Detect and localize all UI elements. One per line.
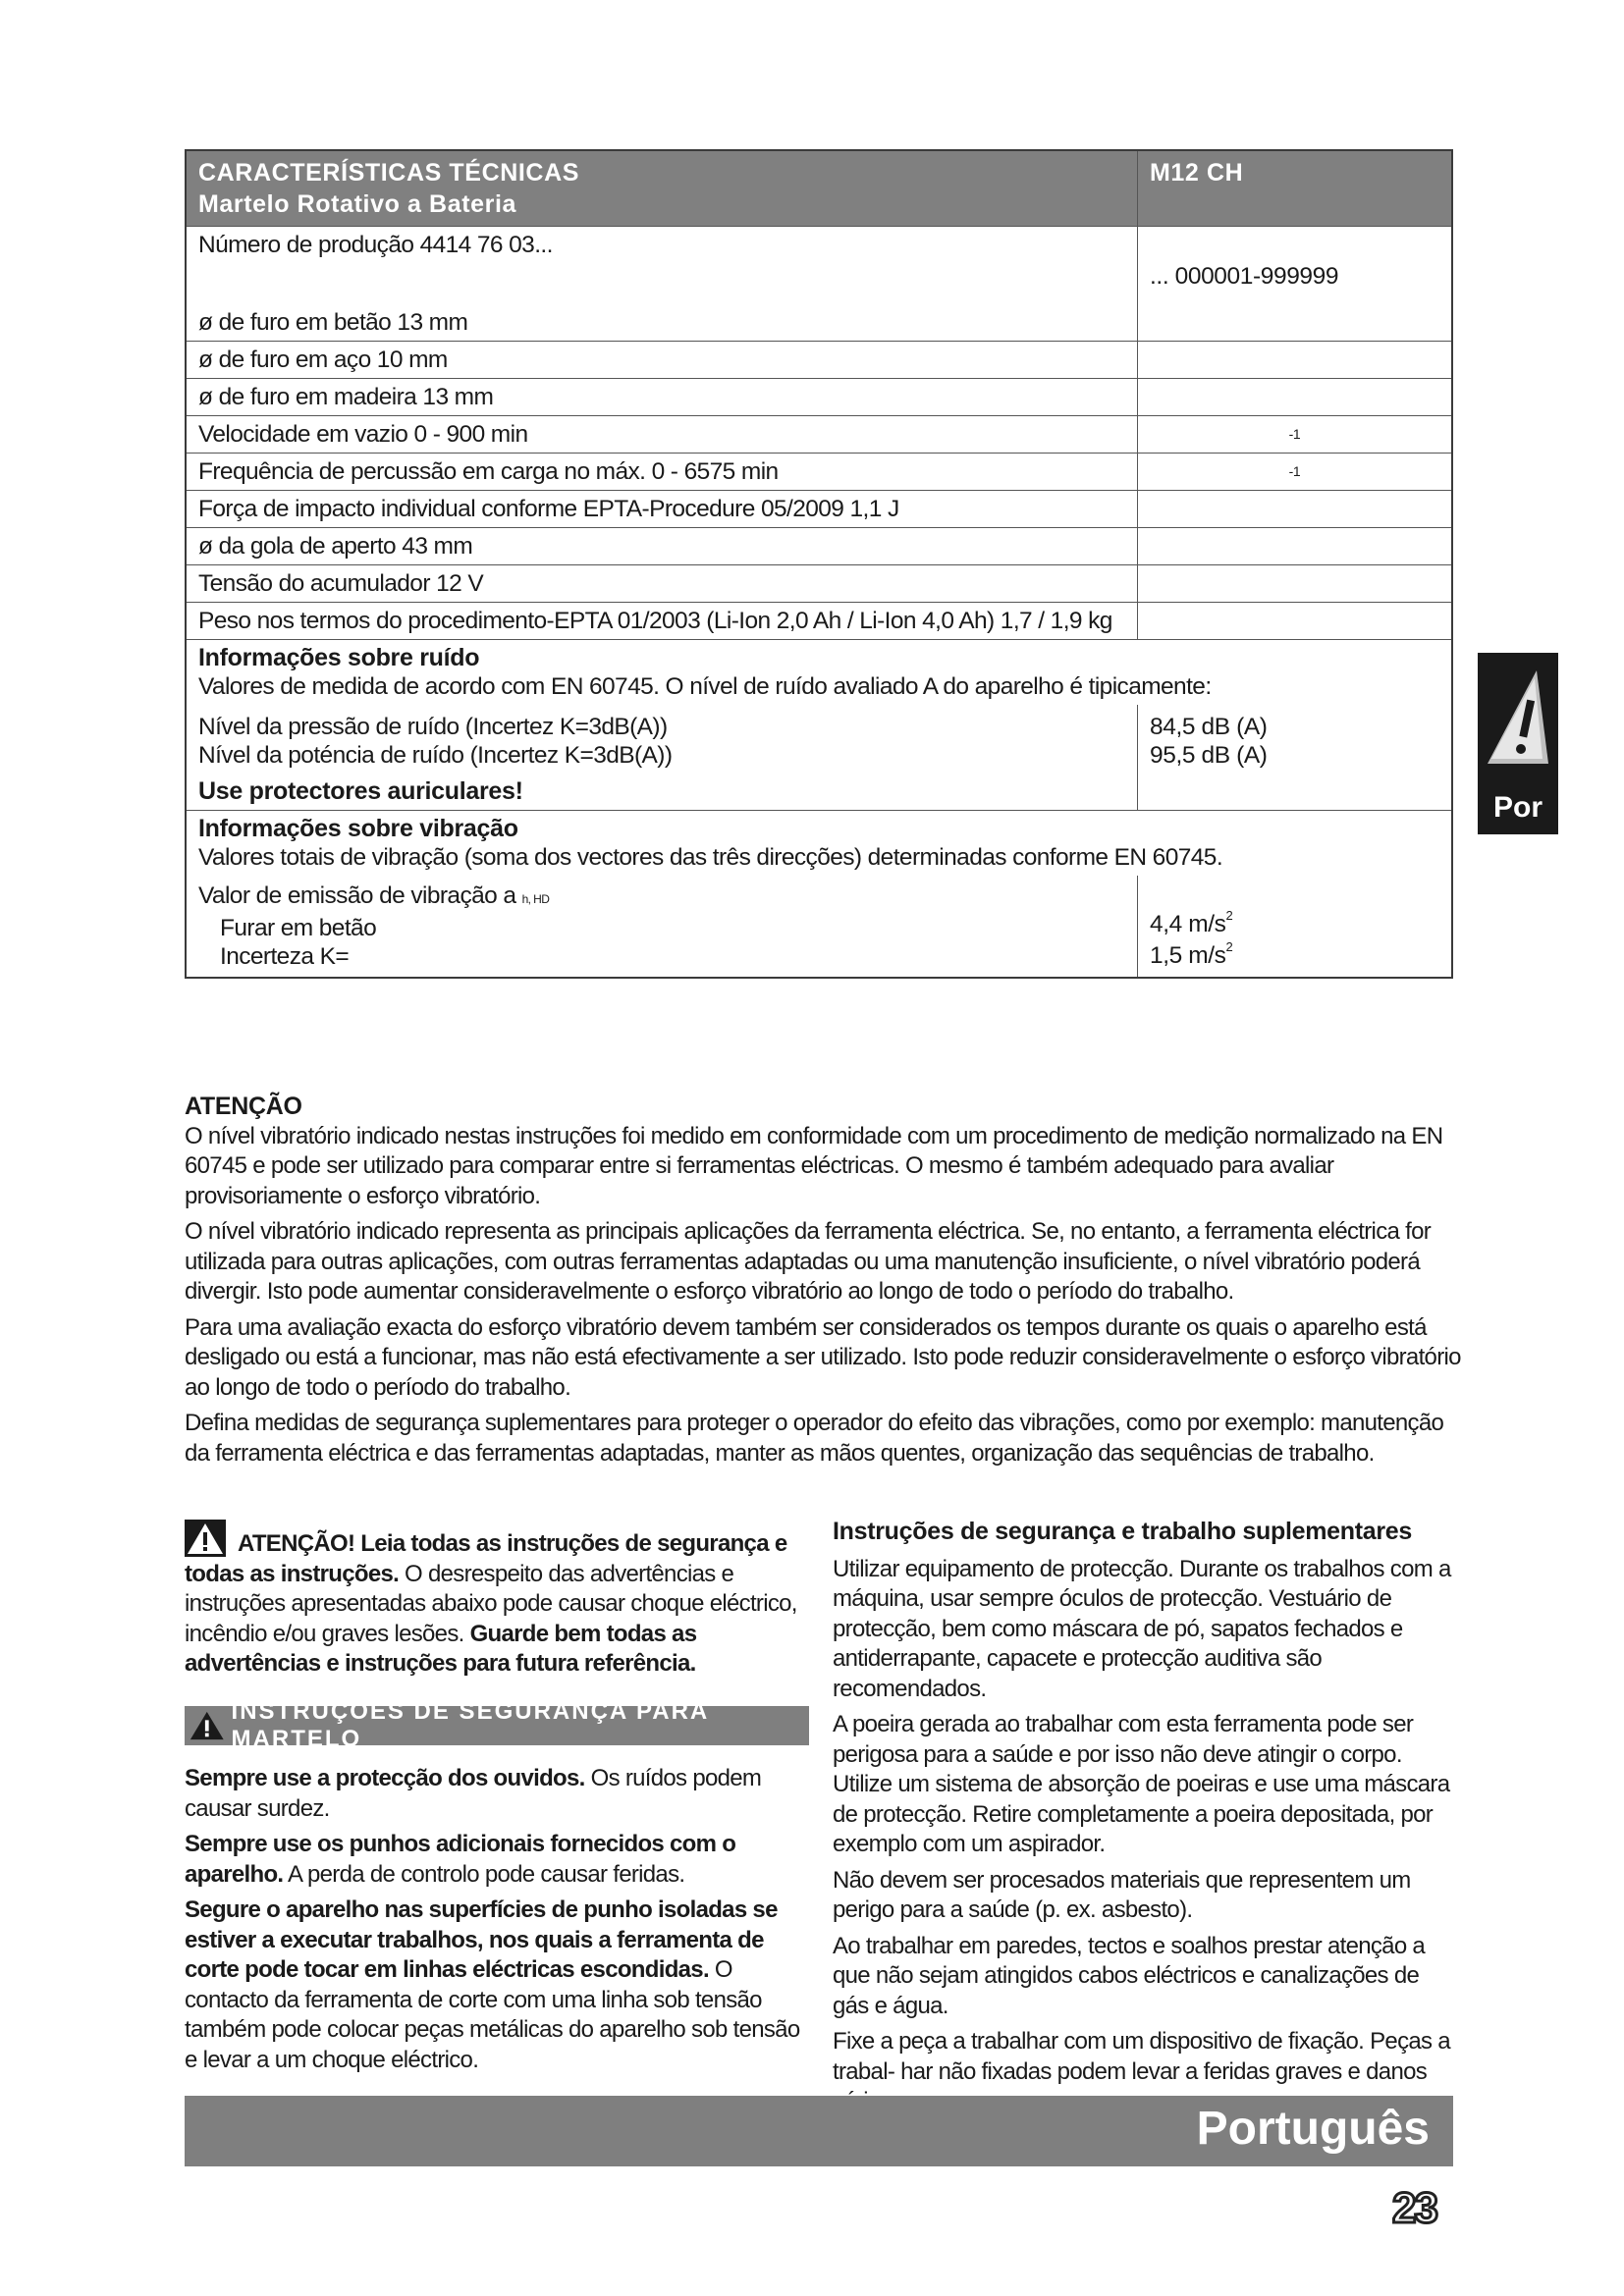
right-paragraph: Utilizar equipamento de protecção. Durante os trabalhos com a máquina, usar sempre óculos de protecção. Vestuário de protecção, bem como máscara de pó, sapatos fechados e antiderrapante, capacete e protecção auditiva são recomendados. <box>833 1555 1451 1702</box>
atencao-paragraph: O nível vibratório indicado representa as principais aplicações da ferramenta eléctrica. Se, no entanto, a ferramenta eléctrica for utilizada para outras aplicações, com outras ferramentas adaptadas ou uma manutenção insuficiente, o nível vibratório poderá divergir. Isto pode aumentar consideravelmente o esforço vibratório ao longo de todo o período do trabalho. <box>185 1218 1432 1305</box>
spec-row: Frequência de percussão em carga no máx. 0 - 6575 min -1 <box>187 453 1451 490</box>
atencao-paragraph: Defina medidas de segurança suplementares para proteger o operador do efeito das vibrações, como por exemplo: manutenção da ferramenta eléctrica e das ferramentas adaptadas, manter as mãos quentes, organização das sequências de trabalho. <box>185 1410 1444 1467</box>
noise-title: Informações sobre ruído <box>198 644 480 671</box>
noise-warning: Use protectores auriculares! <box>198 777 523 805</box>
safety-bar <box>185 1698 809 1752</box>
production-row: Número de produção 4414 76 03... ... 000001-999999 <box>187 226 1451 304</box>
safety-item: Segure o aparelho nas superfícies de punho isoladas se estiver a executar trabalhos, nos quais a ferramenta de corte pode tocar em linhas eléctricas escondidas. O contacto da ferramenta de corte com uma linha sob tensão também pode colocar peças metálicas do aparelho sob tensão e levar a um choque eléctrico. <box>185 1896 800 2073</box>
spec-row: Força de impacto individual conforme EPTA-Procedure 05/2009 1,1 J <box>187 490 1451 527</box>
atencao-section <box>185 1092 1461 1474</box>
spec-title: CARACTERÍSTICAS TÉCNICAS <box>198 159 580 187</box>
model-name: M12 CH <box>1150 159 1244 187</box>
general-warning: ATENÇÃO! Leia todas as instruções de segurança e todas as instruções. O desrespeito das advertências e instruções apresentadas abaixo pode causar choque eléctrico, incêndio e/ou graves lesões. Guarde bem todas as advertências e instruções para futura referência. <box>185 1520 809 1680</box>
spec-rows <box>187 304 1451 639</box>
vib-drill-label: Furar em betão <box>220 915 377 941</box>
warning-icon <box>1478 661 1558 778</box>
spec-row: ø da gola de aperto 43 mm <box>187 527 1451 564</box>
footer-language: Português <box>1196 2103 1430 2155</box>
language-side-tab <box>1478 653 1558 834</box>
vib-drill-value: 4,4 m/s <box>1150 911 1226 937</box>
right-paragraph: A poeira gerada ao trabalhar com esta ferramenta pode ser perigosa para a saúde e por isso não deve atingir o corpo. Utilize um sistema de absorção de poeiras e use uma máscara de protecção. Retire completamente a poeira depositada, por exemplo com um aspirador. <box>833 1711 1450 1857</box>
noise-intro: Valores de medida de acordo com EN 60745. O nível de ruído avaliado A do aparelho é tipicamente: <box>198 673 1212 700</box>
vibration-title: Informações sobre vibração <box>198 815 518 842</box>
warning-triangle-icon <box>185 1520 226 1557</box>
safety-item: Sempre use a protecção dos ouvidos. Os ruídos podem causar surdez. <box>185 1765 762 1822</box>
footer-bar <box>185 2096 1453 2166</box>
spec-row: Tensão do acumulador 12 V <box>187 564 1451 602</box>
spec-row: Peso nos termos do procedimento-EPTA 01/2003 (Li-Ion 2,0 Ah / Li-Ion 4,0 Ah) 1,7 / 1,9 kg <box>187 602 1451 639</box>
noise-pressure-label: Nível da pressão de ruído (Incertez K=3dB(A)) <box>198 714 668 740</box>
right-paragraph: Não devem ser procesados materiais que representem um perigo para a saúde (p. ex. asbesto). <box>833 1866 1411 1923</box>
spec-row: ø de furo em betão 13 mm <box>187 304 1451 341</box>
noise-pressure-value: 84,5 dB (A) <box>1150 714 1268 740</box>
spec-header <box>187 151 1451 226</box>
right-paragraph: Ao trabalhar em paredes, tectos e soalhos prestar atenção a que não sejam atingidos cabos eléctricos e canalizações de gás e água. <box>833 1932 1426 2019</box>
vib-emission-label: Valor de emissão de vibração a <box>198 882 516 909</box>
safety-bar-title: INSTRUÇÕES DE SEGURANÇA PARA MARTELO <box>231 1698 709 1752</box>
atencao-paragraph: O nível vibratório indicado nestas instruções foi medido em conformidade com um procedimento de medição normalizado na EN 60745 e pode ser utilizado para comparar entre si ferramentas eléctricas. O mesmo é também adequado para avaliar provisoriamente o esforço vibratório. <box>185 1122 1443 1209</box>
spec-table: CARACTERÍSTICAS TÉCNICAS Martelo Rotativo a Bateria M12 CH Número de produção 4414 76 03... ... 000001-999999 ø de furo em betão 13 mm ø de furo em aço 10 mm ø de furo em madeira 13 mm Velocidade em vazio 0 - 900 min -1 Frequência de percussão em carga no máx. 0 - 6575 min -1 Força de impacto individual conforme EPTA-Procedure 05/2009 1,1 J ø da gola de aperto 43 mm Tensão do acumulador 12 V Peso nos termos do procedimento-EPTA 01/2003 (Li-Ion 2,0 Ah / Li-Ion 4,0 Ah) 1,7 / 1,9 kg Informações sobre ruído Valores de medida de acordo com EN 60745. O nível de ruído avaliado A do aparelho é tipicamente: Nível da pressão de ruído (Incertez K=3dB(A)) Nível da poténcia de ruído (Incertez K=3dB(A)) Use protectores auriculares! 84,5 dB (A) 95,5 dB (A) Informações sobre vibração Valores totais de vibração (soma dos vectores das três direcções) determinadas conforme EN 60745. Valor de emissão de vibração a h, HD Furar em betão Incerteza K= 4,4 $m/s^2$ 1,5 $m/s^2$ <box>185 149 1453 979</box>
page-number: 23 <box>1392 2184 1436 2232</box>
atencao-title: ATENÇÃO <box>185 1093 302 1120</box>
noise-power-value: 95,5 dB (A) <box>1150 742 1268 769</box>
atencao-paragraph: Para uma avaliação exacta do esforço vibratório devem também ser considerados os tempos durante os quais o aparelho está desligado ou está a funcionar, mas não está efectivamente a ser utilizado. Isto pode reduzir consideravelmente o esforço vibratório ao longo de todo o período do trabalho. <box>185 1313 1461 1401</box>
hammer-safety-list <box>185 1764 813 2081</box>
right-paragraph: Fixe a peça a trabalhar com um dispositivo de fixação. Peças a trabal- har não fixadas podem levar a feridas graves e danos <box>833 2028 1450 2085</box>
noise-power-label: Nível da poténcia de ruído (Incertez K=3dB(A)) <box>198 742 673 769</box>
vib-uncert-value: 1,5 m/s <box>1150 942 1226 969</box>
vibration-section <box>187 810 1451 876</box>
spec-row: ø de furo em madeira 13 mm <box>187 378 1451 415</box>
vib-uncert-label: Incerteza K= <box>220 943 350 970</box>
noise-section <box>187 639 1451 705</box>
left-column <box>185 1520 809 1685</box>
vibration-intro: Valores totais de vibração (soma dos vectores das três direcções) determinadas conforme EN 60745. <box>198 844 1223 871</box>
right-column-title: Instruções de segurança e trabalho suplementares <box>833 1518 1412 1545</box>
spec-row: Velocidade em vazio 0 - 900 min -1 <box>187 415 1451 453</box>
spec-subtitle: Martelo Rotativo a Bateria <box>198 190 517 218</box>
safety-item: Sempre use os punhos adicionais fornecidos com o aparelho. A perda de controlo pode causar feridas. <box>185 1831 736 1888</box>
side-tab-label: Por <box>1492 791 1543 824</box>
spec-row: ø de furo em aço 10 mm <box>187 341 1451 378</box>
warning-triangle-icon <box>189 1708 226 1743</box>
right-column <box>833 1517 1457 2123</box>
